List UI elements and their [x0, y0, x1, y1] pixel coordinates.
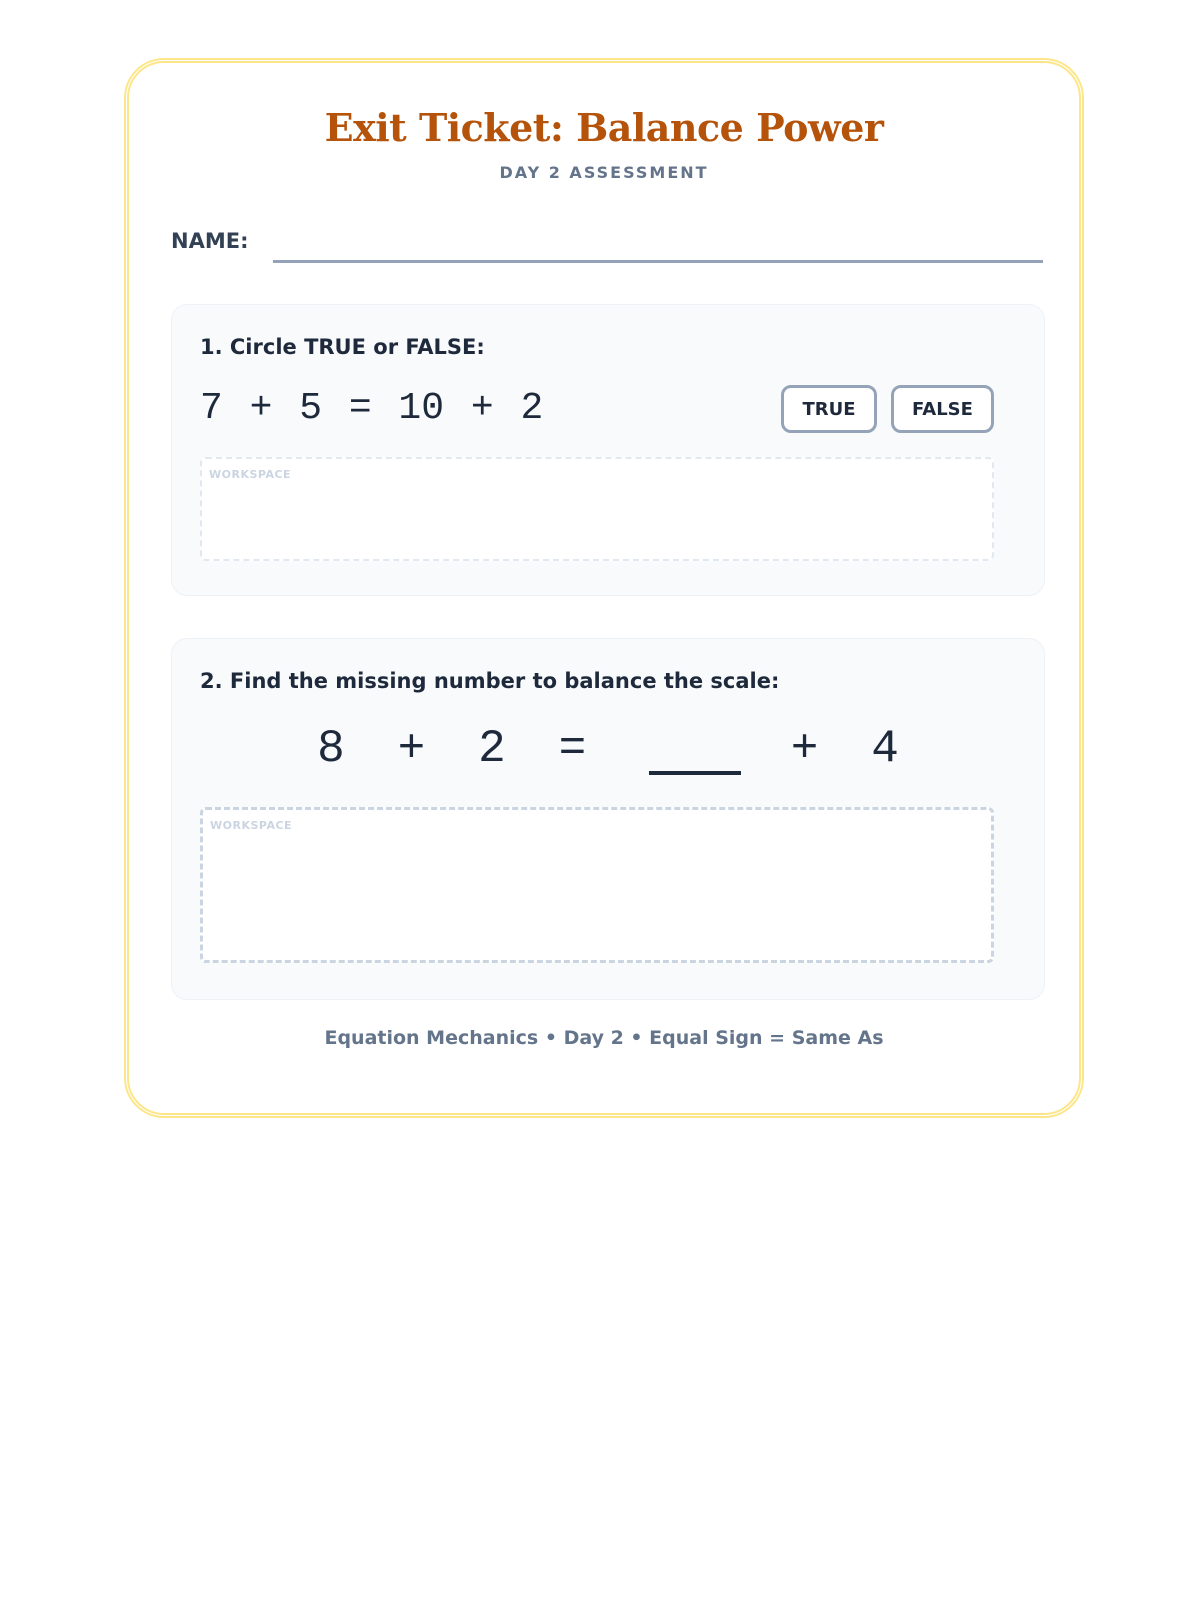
true-button[interactable]: TRUE	[781, 385, 877, 433]
plus-sign: +	[397, 723, 426, 775]
page-title: Exit Ticket: Balance Power	[324, 105, 884, 150]
question-1-section	[171, 304, 1045, 596]
false-button[interactable]: FALSE	[891, 385, 994, 433]
question-1-workspace[interactable]	[200, 457, 994, 561]
workspace-label: WORKSPACE	[210, 819, 293, 832]
missing-number-blank[interactable]	[649, 727, 741, 775]
question-2-section	[171, 638, 1045, 1000]
workspace-label: WORKSPACE	[209, 468, 292, 481]
exit-ticket-card	[124, 58, 1084, 1118]
question-1-equation: 7 + 5 = 10 + 2	[200, 387, 544, 430]
equals-sign: =	[558, 723, 587, 775]
question-1-prompt: 1. Circle TRUE or FALSE:	[200, 335, 485, 359]
name-input-line[interactable]	[273, 260, 1043, 263]
left-operand-b: 2	[478, 723, 506, 775]
page-subtitle: DAY 2 ASSESSMENT	[499, 163, 709, 182]
question-2-workspace[interactable]	[200, 807, 994, 963]
left-operand-a: 8	[317, 723, 345, 775]
right-operand-b: 4	[871, 723, 899, 775]
name-label: NAME:	[171, 229, 249, 253]
question-2-prompt: 2. Find the missing number to balance the scale:	[200, 669, 780, 693]
footer-text: Equation Mechanics • Day 2 • Equal Sign = Same As	[324, 1027, 884, 1049]
question-2-equation	[172, 723, 1044, 775]
plus-sign-right: +	[790, 723, 819, 775]
